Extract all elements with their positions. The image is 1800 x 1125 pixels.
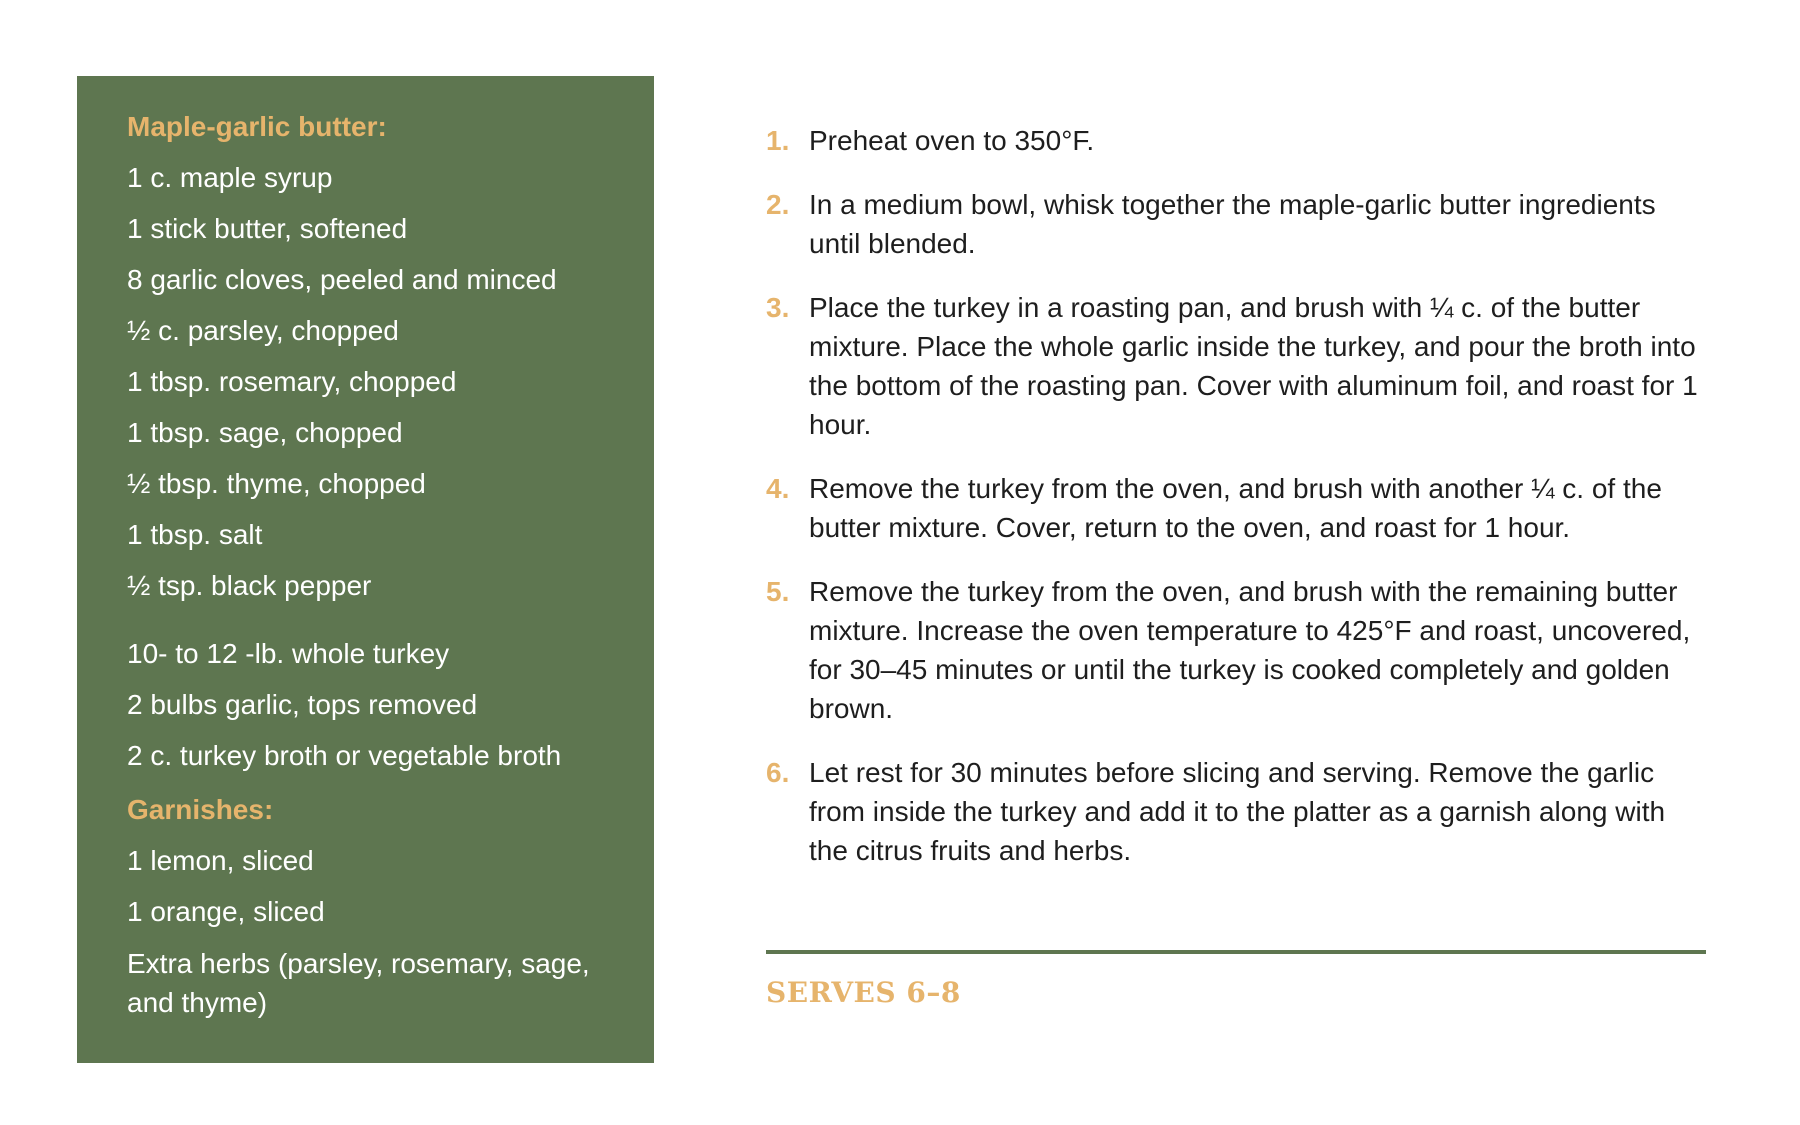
instruction-steps	[766, 121, 1706, 895]
step-text: In a medium bowl, whisk together the maple-garlic butter ingredients until blended.	[809, 189, 1656, 259]
step-number: 2.	[766, 189, 790, 220]
ingredient-item: ½ tsp. black pepper	[127, 570, 372, 601]
ingredient-item: 1 tbsp. sage, chopped	[127, 417, 403, 448]
ingredient-item: 1 stick butter, softened	[127, 213, 408, 244]
step-number: 4.	[766, 473, 790, 504]
ingredient-item: 10- to 12 -lb. whole turkey	[127, 638, 450, 669]
step-text: Let rest for 30 minutes before slicing and serving. Remove the garlic from inside the turkey and add it to the platter as a garnish along with the citrus fruits and herbs.	[809, 757, 1666, 866]
butter-heading: Maple-garlic butter:	[127, 111, 387, 142]
ingredient-item: 1 c. maple syrup	[127, 162, 333, 193]
divider-line	[766, 950, 1706, 954]
step-text: Remove the turkey from the oven, and brush with another ¼ c. of the butter mixture. Cover, return to the oven, and roast for 1 hour.	[809, 473, 1662, 543]
ingredient-item: ½ c. parsley, chopped	[127, 315, 399, 346]
ingredient-item: 1 lemon, sliced	[127, 845, 314, 876]
garnish-heading: Garnishes:	[127, 794, 274, 825]
step-text: Preheat oven to 350°F.	[809, 125, 1095, 156]
garnish-ingredient-list	[127, 842, 614, 1022]
ingredients-panel	[77, 76, 654, 1063]
ingredient-spacer	[127, 618, 614, 635]
ingredient-item: 1 tbsp. salt	[127, 519, 263, 550]
ingredient-item: 1 orange, sliced	[127, 896, 325, 927]
serves-label: SERVES 6–8	[766, 976, 961, 1009]
step-number: 3.	[766, 292, 790, 323]
step-item	[766, 753, 1706, 870]
step-number: 6.	[766, 757, 790, 788]
ingredient-item: 8 garlic cloves, peeled and minced	[127, 264, 557, 295]
step-text: Remove the turkey from the oven, and brush with the remaining butter mixture. Increase the oven temperature to 425°F and roast, uncovered, for 30–45 minutes or until the turkey is cooked completely and golden brown.	[809, 576, 1691, 724]
step-number: 5.	[766, 576, 790, 607]
step-item	[766, 288, 1706, 444]
step-number: 1.	[766, 125, 790, 156]
main-ingredient-list	[127, 635, 614, 775]
step-text: Place the turkey in a roasting pan, and brush with ¼ c. of the butter mixture. Place the whole garlic inside the turkey, and pour the broth into the bottom of the roasting pan. Cover with aluminum foil, and roast for 1 hour.	[809, 292, 1698, 440]
ingredient-item: 2 c. turkey broth or vegetable broth	[127, 740, 562, 771]
step-item	[766, 121, 1706, 160]
step-item	[766, 469, 1706, 547]
ingredient-item: 2 bulbs garlic, tops removed	[127, 689, 478, 720]
butter-ingredient-list	[127, 159, 614, 605]
ingredient-item: 1 tbsp. rosemary, chopped	[127, 366, 457, 397]
ingredient-item: Extra herbs (parsley, rosemary, sage, and thyme)	[127, 948, 590, 1018]
step-item	[766, 185, 1706, 263]
ingredient-item: ½ tbsp. thyme, chopped	[127, 468, 426, 499]
step-item	[766, 572, 1706, 728]
